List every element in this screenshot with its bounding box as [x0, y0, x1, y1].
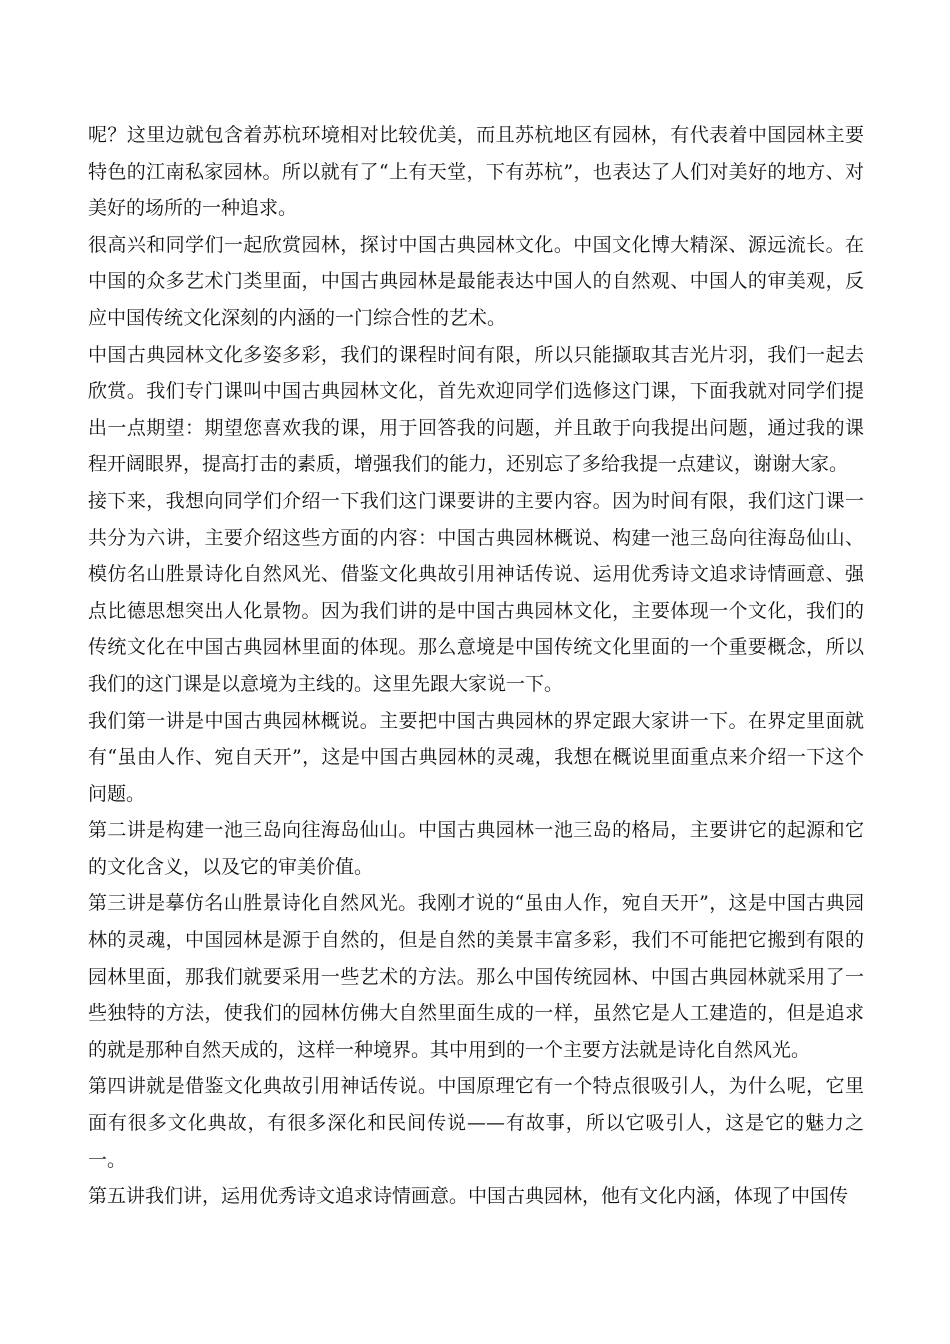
paragraph: 第二讲是构建一池三岛向往海岛仙山。中国古典园林一池三岛的格局，主要讲它的起源和它的文化含义，以及它的审美价值。 [88, 819, 864, 878]
paragraph: 第五讲我们讲，运用优秀诗文追求诗情画意。中国古典园林，他有文化内涵，体现了中国传 [88, 1185, 849, 1208]
paragraph: 中国古典园林文化多姿多彩，我们的课程时间有限，所以只能撷取其吉光片羽，我们一起去欣赏。我们专门课叫中国古典园林文化，首先欢迎同学们选修这门课，下面我就对同学们提出一点期望：期望您喜欢我的课，用于回答我的问题，并且敢于向我提出问题，通过我的课程开阔眼界，提高打击的素质，增强我们的能力，还别忘了多给我提一点建议，谢谢大家。 [88, 343, 864, 476]
paragraph: 第四讲就是借鉴文化典故引用神话传说。中国原理它有一个特点很吸引人，为什么呢，它里面有很多文化典故，有很多深化和民间传说——有故事，所以它吸引人，这是它的魅力之一。 [88, 1075, 864, 1171]
paragraph: 我们第一讲是中国古典园林概说。主要把中国古典园林的界定跟大家讲一下。在界定里面就有“虽由人作、宛自天开”，这是中国古典园林的灵魂，我想在概说里面重点来介绍一下这个问题。 [88, 709, 864, 805]
document-body [88, 117, 864, 1215]
paragraph: 接下来，我想向同学们介绍一下我们这门课要讲的主要内容。因为时间有限，我们这门课一共分为六讲，主要介绍这些方面的内容：中国古典园林概说、构建一池三岛向往海岛仙山、模仿名山胜景诗化自然风光、借鉴文化典故引用神话传说、运用优秀诗文追求诗情画意、强点比德思想突出人化景物。因为我们讲的是中国古典园林文化，主要体现一个文化，我们的传统文化在中国古典园林里面的体现。那么意境是中国传统文化里面的一个重要概念，所以我们的这门课是以意境为主线的。这里先跟大家说一下。 [88, 489, 864, 695]
paragraph: 很高兴和同学们一起欣赏园林，探讨中国古典园林文化。中国文化博大精深、源远流长。在中国的众多艺术门类里面，中国古典园林是最能表达中国人的自然观、中国人的审美观，反应中国传统文化深刻的内涵的一门综合性的艺术。 [88, 233, 864, 329]
paragraph: 呢？这里边就包含着苏杭环境相对比较优美，而且苏杭地区有园林，有代表着中国园林主要特色的江南私家园林。所以就有了“上有天堂，下有苏杭”，也表达了人们对美好的地方、对美好的场所的一种追求。 [88, 124, 864, 220]
paragraph: 第三讲是摹仿名山胜景诗化自然风光。我刚才说的“虽由人作，宛自天开”，这是中国古典园林的灵魂，中国园林是源于自然的，但是自然的美景丰富多彩，我们不可能把它搬到有限的园林里面，那我们就要采用一些艺术的方法。那么中国传统园林、中国古典园林就采用了一些独特的方法，使我们的园林仿佛大自然里面生成的一样，虽然它是人工建造的，但是追求的就是那种自然天成的，这样一种境界。其中用到的一个主要方法就是诗化自然风光。 [88, 892, 864, 1061]
